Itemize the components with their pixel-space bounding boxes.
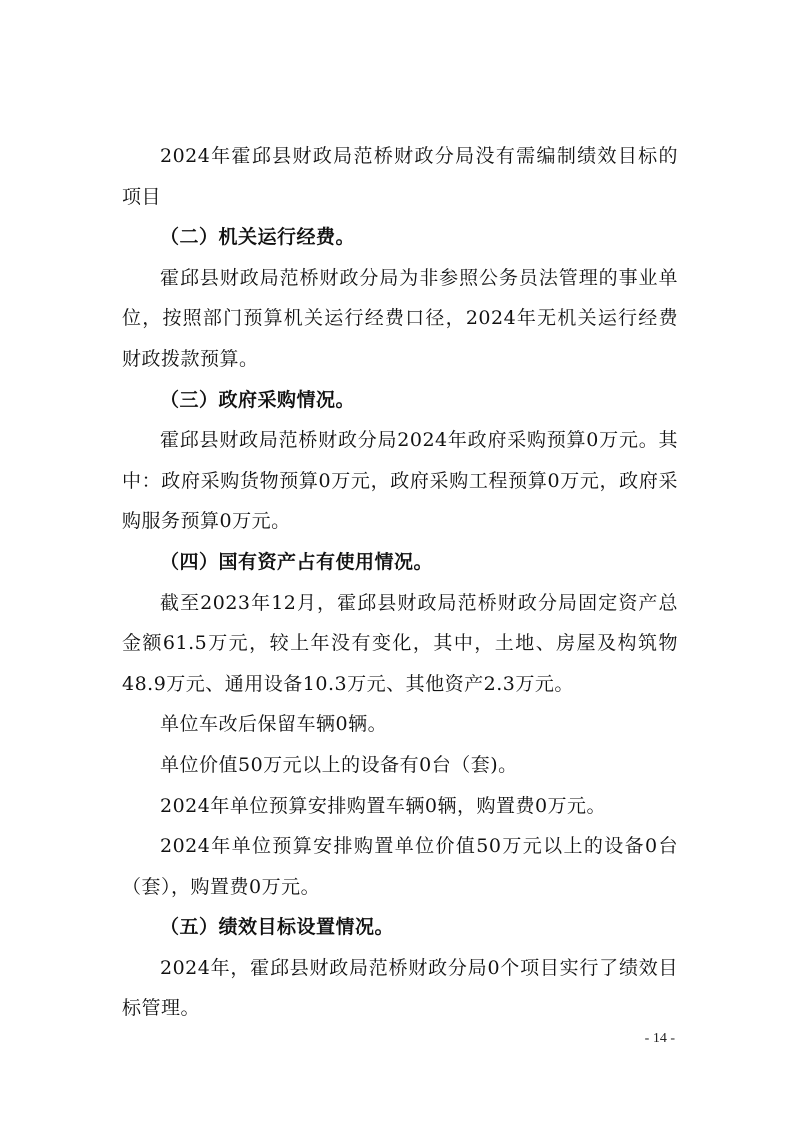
paragraph-procurement: 霍邱县财政局范桥财政分局2024年政府采购预算0万元。其中：政府采购货物预算0万元，政府采购工程预算0万元，政府采购服务预算0万元。 — [122, 429, 678, 533]
paragraph-no-target-projects: 2024年霍邱县财政局范桥财政分局没有需编制绩效目标的项目 — [122, 145, 678, 208]
document-body — [122, 136, 678, 1029]
paragraph-vehicle-purchase: 2024年单位预算安排购置车辆0辆，购置费0万元。 — [160, 794, 607, 817]
section-heading-state-assets: （四）国有资产占有使用情况。 — [160, 550, 434, 573]
section-heading-operating-expenses: （二）机关运行经费。 — [160, 226, 356, 249]
paragraph-performance-targets: 2024年，霍邱县财政局范桥财政分局0个项目实行了绩效目标管理。 — [122, 956, 678, 1020]
page-number: - 14 - — [644, 1031, 675, 1046]
paragraph-vehicles-retained: 单位车改后保留车辆0辆。 — [160, 713, 388, 736]
paragraph-equipment-purchase: 2024年单位预算安排购置单位价值50万元以上的设备0台（套），购置费0万元。 — [122, 835, 678, 898]
paragraph-equipment-over-50: 单位价值50万元以上的设备有0台（套)。 — [160, 753, 518, 776]
section-heading-procurement: （三）政府采购情况。 — [160, 388, 356, 411]
paragraph-fixed-assets: 截至2023年12月，霍邱县财政局范桥财政分局固定资产总金额61.5万元，较上年没有变化，其中，土地、房屋及构筑物48.9万元、通用设备10.3万元、其他资产2.3万元。 — [122, 591, 678, 695]
paragraph-operating-expenses: 霍邱县财政局范桥财政分局为非参照公务员法管理的事业单位，按照部门预算机关运行经费口径，2024年无机关运行经费财政拨款预算。 — [122, 266, 678, 370]
section-heading-performance-targets: （五）绩效目标设置情况。 — [160, 916, 395, 939]
